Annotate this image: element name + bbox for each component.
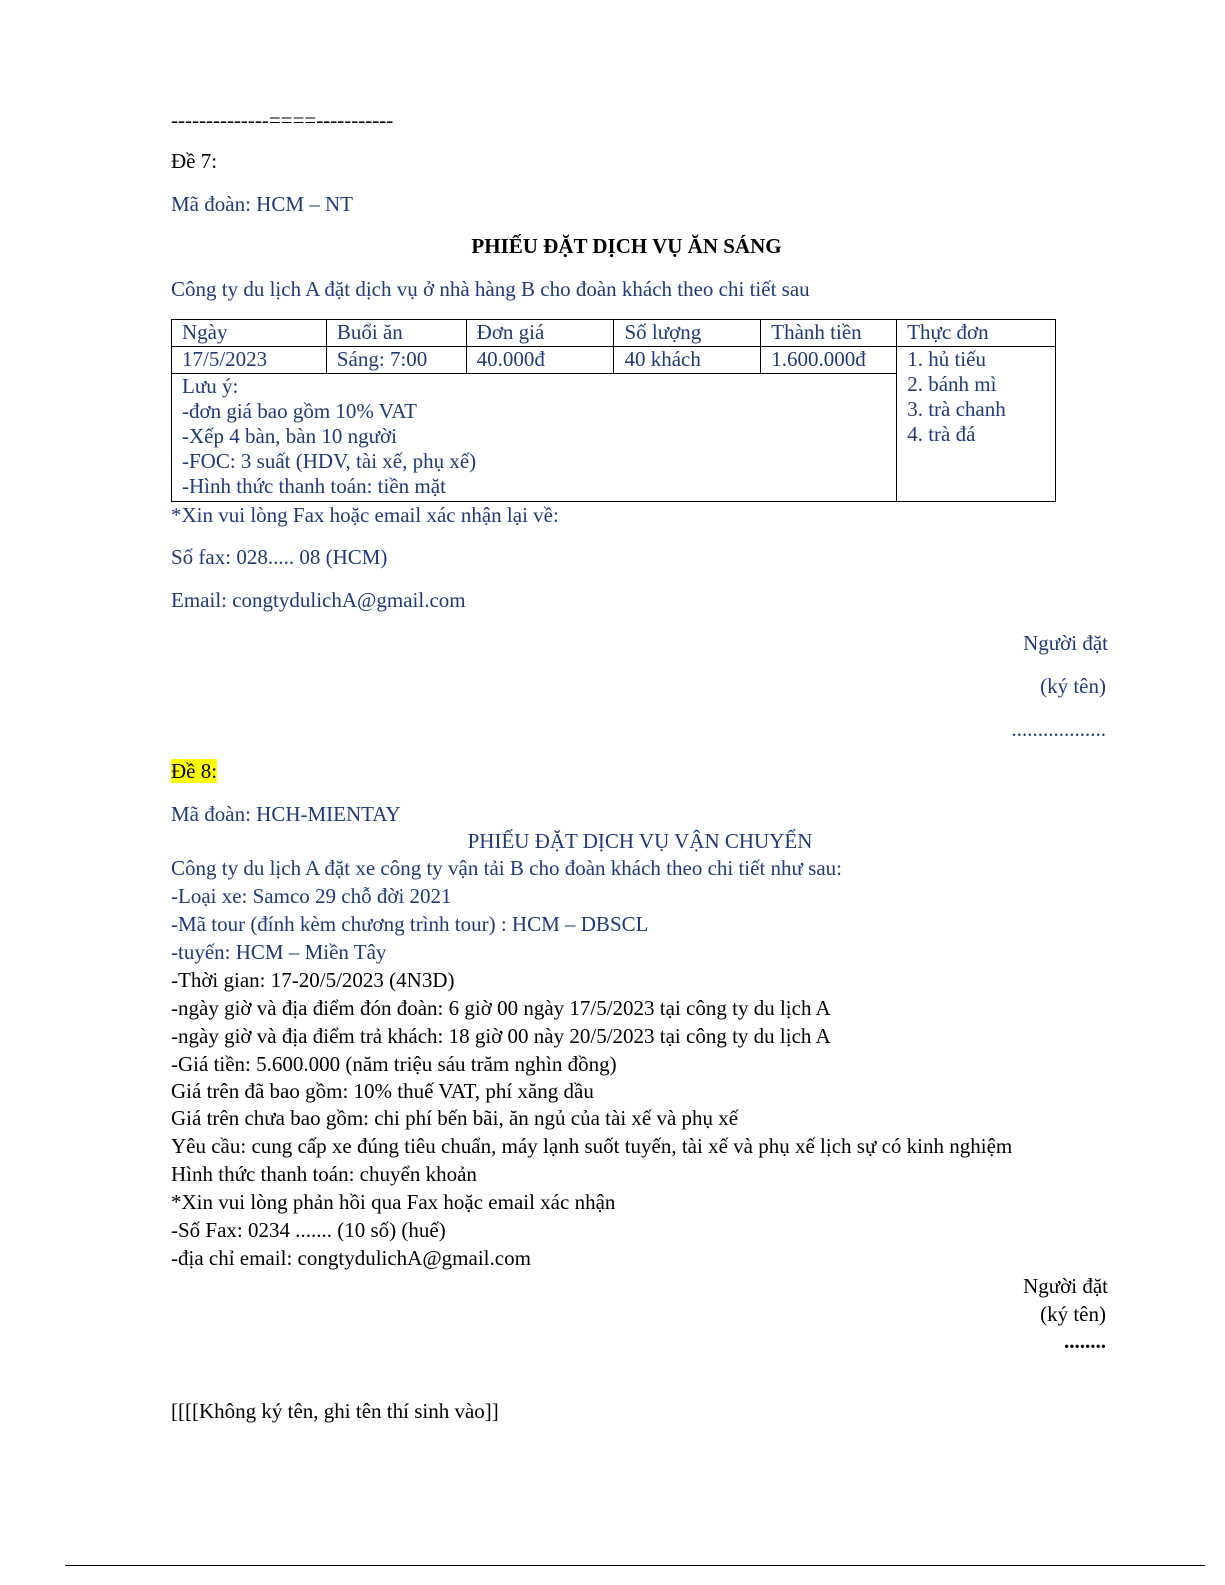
de8-line: Công ty du lịch A đặt xe công ty vận tải B cho đoàn khách theo chi tiết như sau: xyxy=(171,856,843,880)
de8-group-code: Mã đoàn: HCH-MIENTAY xyxy=(171,802,401,826)
de8-line: -ngày giờ và địa điểm đón đoàn: 6 giờ 00 ngày 17/5/2023 tại công ty du lịch A xyxy=(171,996,831,1020)
de7-title: PHIẾU ĐẶT DỊCH VỤ ĂN SÁNG xyxy=(471,234,782,258)
table-cell: 40 khách xyxy=(614,347,761,374)
de8-heading xyxy=(171,761,217,782)
de7-intro: Công ty du lịch A đặt dịch vụ ở nhà hàng B cho đoàn khách theo chi tiết sau xyxy=(171,277,810,301)
de8-line: Hình thức thanh toán: chuyển khoản xyxy=(171,1162,477,1186)
de8-signer: Người đặt xyxy=(1023,1274,1108,1298)
header-cell: Thành tiền xyxy=(761,320,897,347)
de7-signer: Người đặt xyxy=(1023,631,1108,655)
note-line: -Hình thức thanh toán: tiền mặt xyxy=(182,474,446,498)
de8-sign-dots: ........ xyxy=(1064,1329,1106,1353)
header-cell: Thực đơn xyxy=(897,320,1056,347)
de7-confirm: *Xin vui lòng Fax hoặc email xác nhận lại về: xyxy=(171,503,559,527)
de8-line: -Giá tiền: 5.600.000 (năm triệu sáu trăm nghìn đồng) xyxy=(171,1052,617,1076)
table-row xyxy=(172,347,1056,374)
note-line: -FOC: 3 suất (HDV, tài xế, phụ xế) xyxy=(182,449,477,473)
de8-title: PHIẾU ĐẶT DỊCH VỤ VẬN CHUYỂN xyxy=(467,829,813,853)
note-line: Lưu ý: xyxy=(182,374,239,398)
header-cell: Số lượng xyxy=(614,320,761,347)
de8-line: -Loại xe: Samco 29 chỗ đời 2021 xyxy=(171,884,452,908)
de8-line: -Mã tour (đính kèm chương trình tour) : HCM – DBSCL xyxy=(171,912,649,936)
table-cell: Sáng: 7:00 xyxy=(326,347,466,374)
top-separator: --------------====----------- xyxy=(171,108,394,132)
de8-line: -tuyến: HCM – Miền Tây xyxy=(171,940,387,964)
de8-line: Giá trên đã bao gồm: 10% thuế VAT, phí xăng dầu xyxy=(171,1079,594,1103)
de8-line: Giá trên chưa bao gồm: chi phí bến bãi, ăn ngủ của tài xế và phụ xế xyxy=(171,1106,739,1130)
table-cell: 40.000đ xyxy=(466,347,614,374)
de7-heading: Đề 7: xyxy=(171,149,218,173)
note-line: -Xếp 4 bàn, bàn 10 người xyxy=(182,424,397,448)
de8-line: -Số Fax: 0234 ....... (10 số) (huế) xyxy=(171,1218,446,1242)
de7-group-code: Mã đoàn: HCM – NT xyxy=(171,192,353,216)
de7-sign-dots: .................. xyxy=(1011,717,1106,741)
menu-item: 3. trà chanh xyxy=(907,397,1006,421)
closing-note: [[[[Không ký tên, ghi tên thí sinh vào]] xyxy=(171,1399,499,1423)
de8-line: -địa chỉ email: congtydulichA@gmail.com xyxy=(171,1246,531,1270)
header-cell: Ngày xyxy=(172,320,327,347)
header-cell: Buổi ăn xyxy=(326,320,466,347)
notes-cell xyxy=(172,374,897,502)
table-cell: 17/5/2023 xyxy=(172,347,327,374)
de7-sign-note: (ký tên) xyxy=(1040,674,1106,698)
de8-line: -Thời gian: 17-20/5/2023 (4N3D) xyxy=(171,968,455,992)
page-bottom-rule xyxy=(65,1565,1205,1566)
header-cell: Đơn giá xyxy=(466,320,614,347)
de8-sign-note: (ký tên) xyxy=(1040,1302,1106,1326)
de8-line: *Xin vui lòng phản hồi qua Fax hoặc email xác nhận xyxy=(171,1190,616,1214)
menu-item: 4. trà đá xyxy=(907,422,976,446)
de8-heading-text: Đề 8: xyxy=(171,759,218,783)
note-line: -đơn giá bao gồm 10% VAT xyxy=(182,399,417,423)
menu-cell xyxy=(897,347,1056,502)
menu-item: 1. hủ tiếu xyxy=(907,347,986,371)
table-cell: 1.600.000đ xyxy=(761,347,897,374)
order-table xyxy=(171,319,1056,502)
de7-email: Email: congtydulichA@gmail.com xyxy=(171,588,466,612)
de7-fax: Số fax: 028..... 08 (HCM) xyxy=(171,545,388,569)
menu-item: 2. bánh mì xyxy=(907,372,997,396)
de8-line: -ngày giờ và địa điểm trả khách: 18 giờ 00 này 20/5/2023 tại công ty du lịch A xyxy=(171,1024,831,1048)
de8-line: Yêu cầu: cung cấp xe đúng tiêu chuẩn, máy lạnh suốt tuyến, tài xế và phụ xế lịch sự có kinh nghiệm xyxy=(171,1134,1013,1158)
table-header-row xyxy=(172,320,1056,347)
